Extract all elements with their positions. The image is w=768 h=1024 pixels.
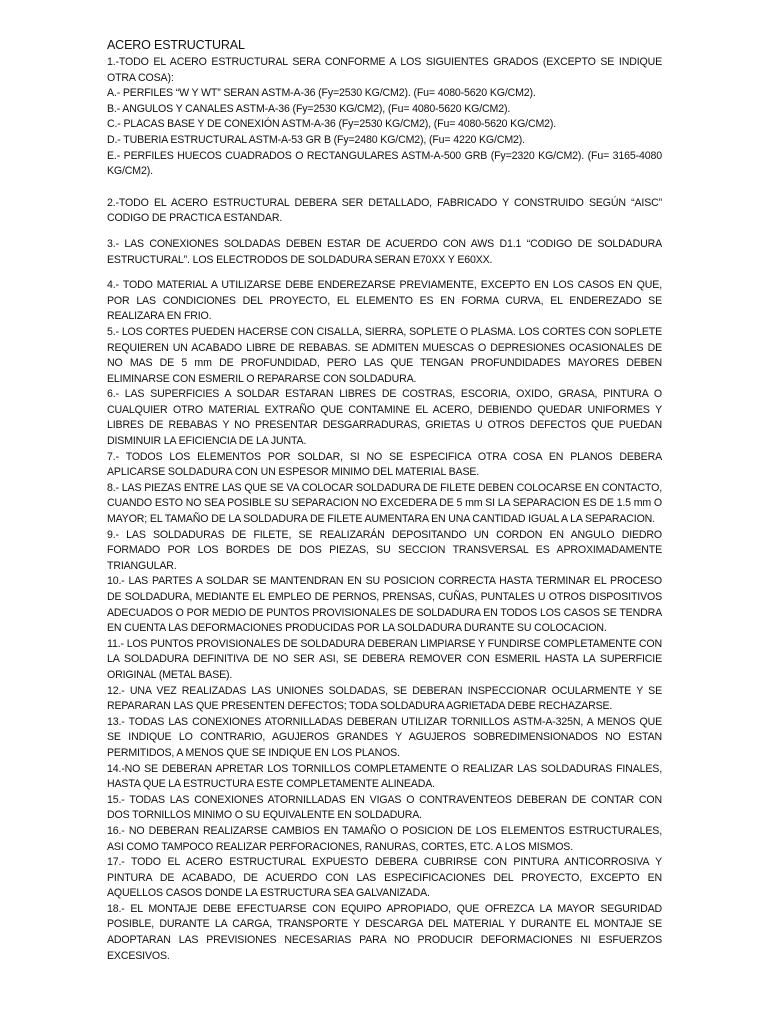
clause-7: 7.- TODOS LOS ELEMENTOS POR SOLDAR, SI NO SE ESPECIFICA OTRA COSA EN PLANOS DEBERA APLICARSE SOLDADURA CON UN ESPESOR MINIMO DEL MATERIAL BASE.	[107, 450, 662, 479]
grade-e: E.- PERFILES HUECOS CUADRADOS O RECTANGULARES ASTM-A-500 GRB (Fy=2320 KG/CM2). (Fu= 3165-4080 KG/CM2).	[107, 149, 662, 178]
clause-8: 8.- LAS PIEZAS ENTRE LAS QUE SE VA COLOCAR SOLDADURA DE FILETE DEBEN COLOCARSE EN CONTACTO, CUANDO ESTO NO SEA POSIBLE SU SEPARACION NO EXCEDERA DE 5 mm SI LA SEPARACION ES DE 1.5 mm O MAYOR; EL TAMAÑO DE LA SOLDADURA DE FILETE AUMENTARA EN UNA CANTIDAD IGUAL A LA SEPARACION.	[107, 481, 662, 526]
clause-2: 2.-TODO EL ACERO ESTRUCTURAL DEBERA SER DETALLADO, FABRICADO Y CONSTRUIDO SEGÚN “AISC” CODIGO DE PRACTICA ESTANDAR.	[107, 196, 662, 225]
clause-4: 4.- TODO MATERIAL A UTILIZARSE DEBE ENDEREZARSE PREVIAMENTE, EXCEPTO EN LOS CASOS EN QUE, POR LAS CONDICIONES DEL PROYECTO, EL ELEMENTO ES EN FORMA CURVA, EL ENDEREZADO SE REALIZARA EN FRIO.	[107, 279, 662, 323]
grade-c: C.- PLACAS BASE Y DE CONEXIÓN ASTM-A-36 (Fy=2530 KG/CM2), (Fu= 4080-5620 KG/CM2).	[107, 118, 557, 131]
grade-d: D.- TUBERIA ESTRUCTURAL ASTM-A-53 GR B (Fy=2480 KG/CM2), (Fu= 4220 KG/CM2).	[107, 133, 525, 146]
clause-5: 5.- LOS CORTES PUEDEN HACERSE CON CISALLA, SIERRA, SOPLETE O PLASMA. LOS CORTES CON SOPLETE REQUIEREN UN ACABADO LIBRE DE REBABAS. SE ADMITEN MUESCAS O DEPRESIONES OCASIONALES DE NO MAS DE 5 mm DE PROFUNDIDAD, PERO LAS QUE TENGAN PROFUNDIDADES MAYORES DEBEN ELIMINARSE CON ESMERIL O REPARARSE CON SOLDADURA.	[107, 325, 662, 385]
clause-14: 14.-NO SE DEBERAN APRETAR LOS TORNILLOS COMPLETAMENTE O REALIZAR LAS SOLDADURAS FINALES, HASTA QUE LA ESTRUCTURA ESTE COMPLETAMENTE ALINEADA.	[107, 762, 662, 791]
document-page	[107, 37, 662, 964]
clause-3: 3.- LAS CONEXIONES SOLDADAS DEBEN ESTAR DE ACUERDO CON AWS D1.1 “CODIGO DE SOLDADURA ESTRUCTURAL”. LOS ELECTRODOS DE SOLDADURA SERAN E70XX Y E60XX.	[107, 237, 662, 266]
clause-15: 15.- TODAS LAS CONEXIONES ATORNILLADAS EN VIGAS O CONTRAVENTEOS DEBERAN DE CONTAR CON DOS TORNILLOS MINIMO O SU EQUIVALENTE EN SOLDADURA.	[107, 793, 662, 822]
clause-1: 1.-TODO EL ACERO ESTRUCTURAL SERA CONFORME A LOS SIGUIENTES GRADOS (EXCEPTO SE INDIQUE OTRA COSA):	[107, 56, 662, 84]
grade-b: B.- ANGULOS Y CANALES ASTM-A-36 (Fy=2530 KG/CM2), (Fu= 4080-5620 KG/CM2).	[107, 102, 511, 115]
clause-9: 9.- LAS SOLDADURAS DE FILETE, SE REALIZARÁN DEPOSITANDO UN CORDON EN ANGULO DIEDRO FORMADO POR LOS BORDES DE DOS PIEZAS, SU SECCION TRANSVERSAL ES APROXIMADAMENTE TRIANGULAR.	[107, 528, 662, 572]
clause-12: 12.- UNA VEZ REALIZADAS LAS UNIONES SOLDADAS, SE DEBERAN INSPECCIONAR OCULARMENTE Y SE REPARARAN LAS QUE PRESENTEN DEFECTOS; TODA SOLDADURA AGRIETADA DEBE RECHAZARSE.	[107, 684, 662, 713]
clause-10: 10.- LAS PARTES A SOLDAR SE MANTENDRAN EN SU POSICION CORRECTA HASTA TERMINAR EL PROCESO DE SOLDADURA, MEDIANTE EL EMPLEO DE PERNOS, PRENSAS, CUÑAS, PUNTALES U OTROS DISPOSITIVOS ADECUADOS O POR MEDIO DE PUNTOS PROVISIONALES DE SOLDADURA EN TODOS LOS CASOS SE TENDRA EN CUENTA LAS DEFORMACIONES PRODUCIDAS POR LA SOLDADURA DURANTE SU COLOCACION.	[107, 575, 662, 635]
clause-6: 6.- LAS SUPERFICIES A SOLDAR ESTARAN LIBRES DE COSTRAS, ESCORIA, OXIDO, GRASA, PINTURA O CUALQUIER OTRO MATERIAL EXTRAÑO QUE CONTAMINE EL ACERO, DEBIENDO QUEDAR UNIFORMES Y LIBRES DE REBABAS Y NO PRESENTAR DESGARRADURAS, GRIETAS U OTROS DEFECTOS QUE PUEDAN DISMINUIR LA EFICIENCIA DE LA JUNTA.	[107, 388, 662, 448]
clause-11: 11.- LOS PUNTOS PROVISIONALES DE SOLDADURA DEBERAN LIMPIARSE Y FUNDIRSE COMPLETAMENTE CON LA SOLDADURA DEFINITIVA DE NO SER ASI, SE DEBERA REMOVER CON ESMERIL HASTA LA SUPERFICIE ORIGINAL (METAL BASE).	[107, 637, 662, 681]
clause-16: 16.- NO DEBERAN REALIZARSE CAMBIOS EN TAMAÑO O POSICION DE LOS ELEMENTOS ESTRUCTURALES, ASI COMO TAMPOCO REALIZAR PERFORACIONES, RANURAS, CORTES, ETC. A LOS MISMOS.	[107, 824, 662, 853]
clause-17: 17.- TODO EL ACERO ESTRUCTURAL EXPUESTO DEBERA CUBRIRSE CON PINTURA ANTICORROSIVA Y PINTURA DE ACABADO, DE ACUERDO CON LAS ESPECIFICACIONES DEL PROYECTO, EXCEPTO EN AQUELLOS CASOS DONDE LA ESTRUCTURA SEA GALVANIZADA.	[107, 856, 662, 900]
grade-a: A.- PERFILES “W Y WT” SERAN ASTM-A-36 (Fy=2530 KG/CM2). (Fu= 4080-5620 KG/CM2).	[107, 87, 536, 100]
clause-18: 18.- EL MONTAJE DEBE EFECTUARSE CON EQUIPO APROPIADO, QUE OFREZCA LA MAYOR SEGURIDAD POSIBLE, DURANTE LA CARGA, TRANSPORTE Y DESCARGA DEL MATERIAL Y DURANTE EL MONTAJE SE ADOPTARAN LAS PREVISIONES NECESARIAS PARA NO PRODUCIR DEFORMACIONES NI ESFUERZOS EXCESIVOS.	[107, 902, 662, 962]
document-title: ACERO ESTRUCTURAL	[107, 38, 245, 52]
clause-13: 13.- TODAS LAS CONEXIONES ATORNILLADAS DEBERAN UTILIZAR TORNILLOS ASTM-A-325N, A MENOS QUE SE INDIQUE LO CONTRARIO, AGUJEROS GRANDES Y AGUJEROS SOBREDIMENSIONADOS NO ESTAN PERMITIDOS, A MENOS QUE SE INDIQUE EN LOS PLANOS.	[107, 715, 662, 759]
